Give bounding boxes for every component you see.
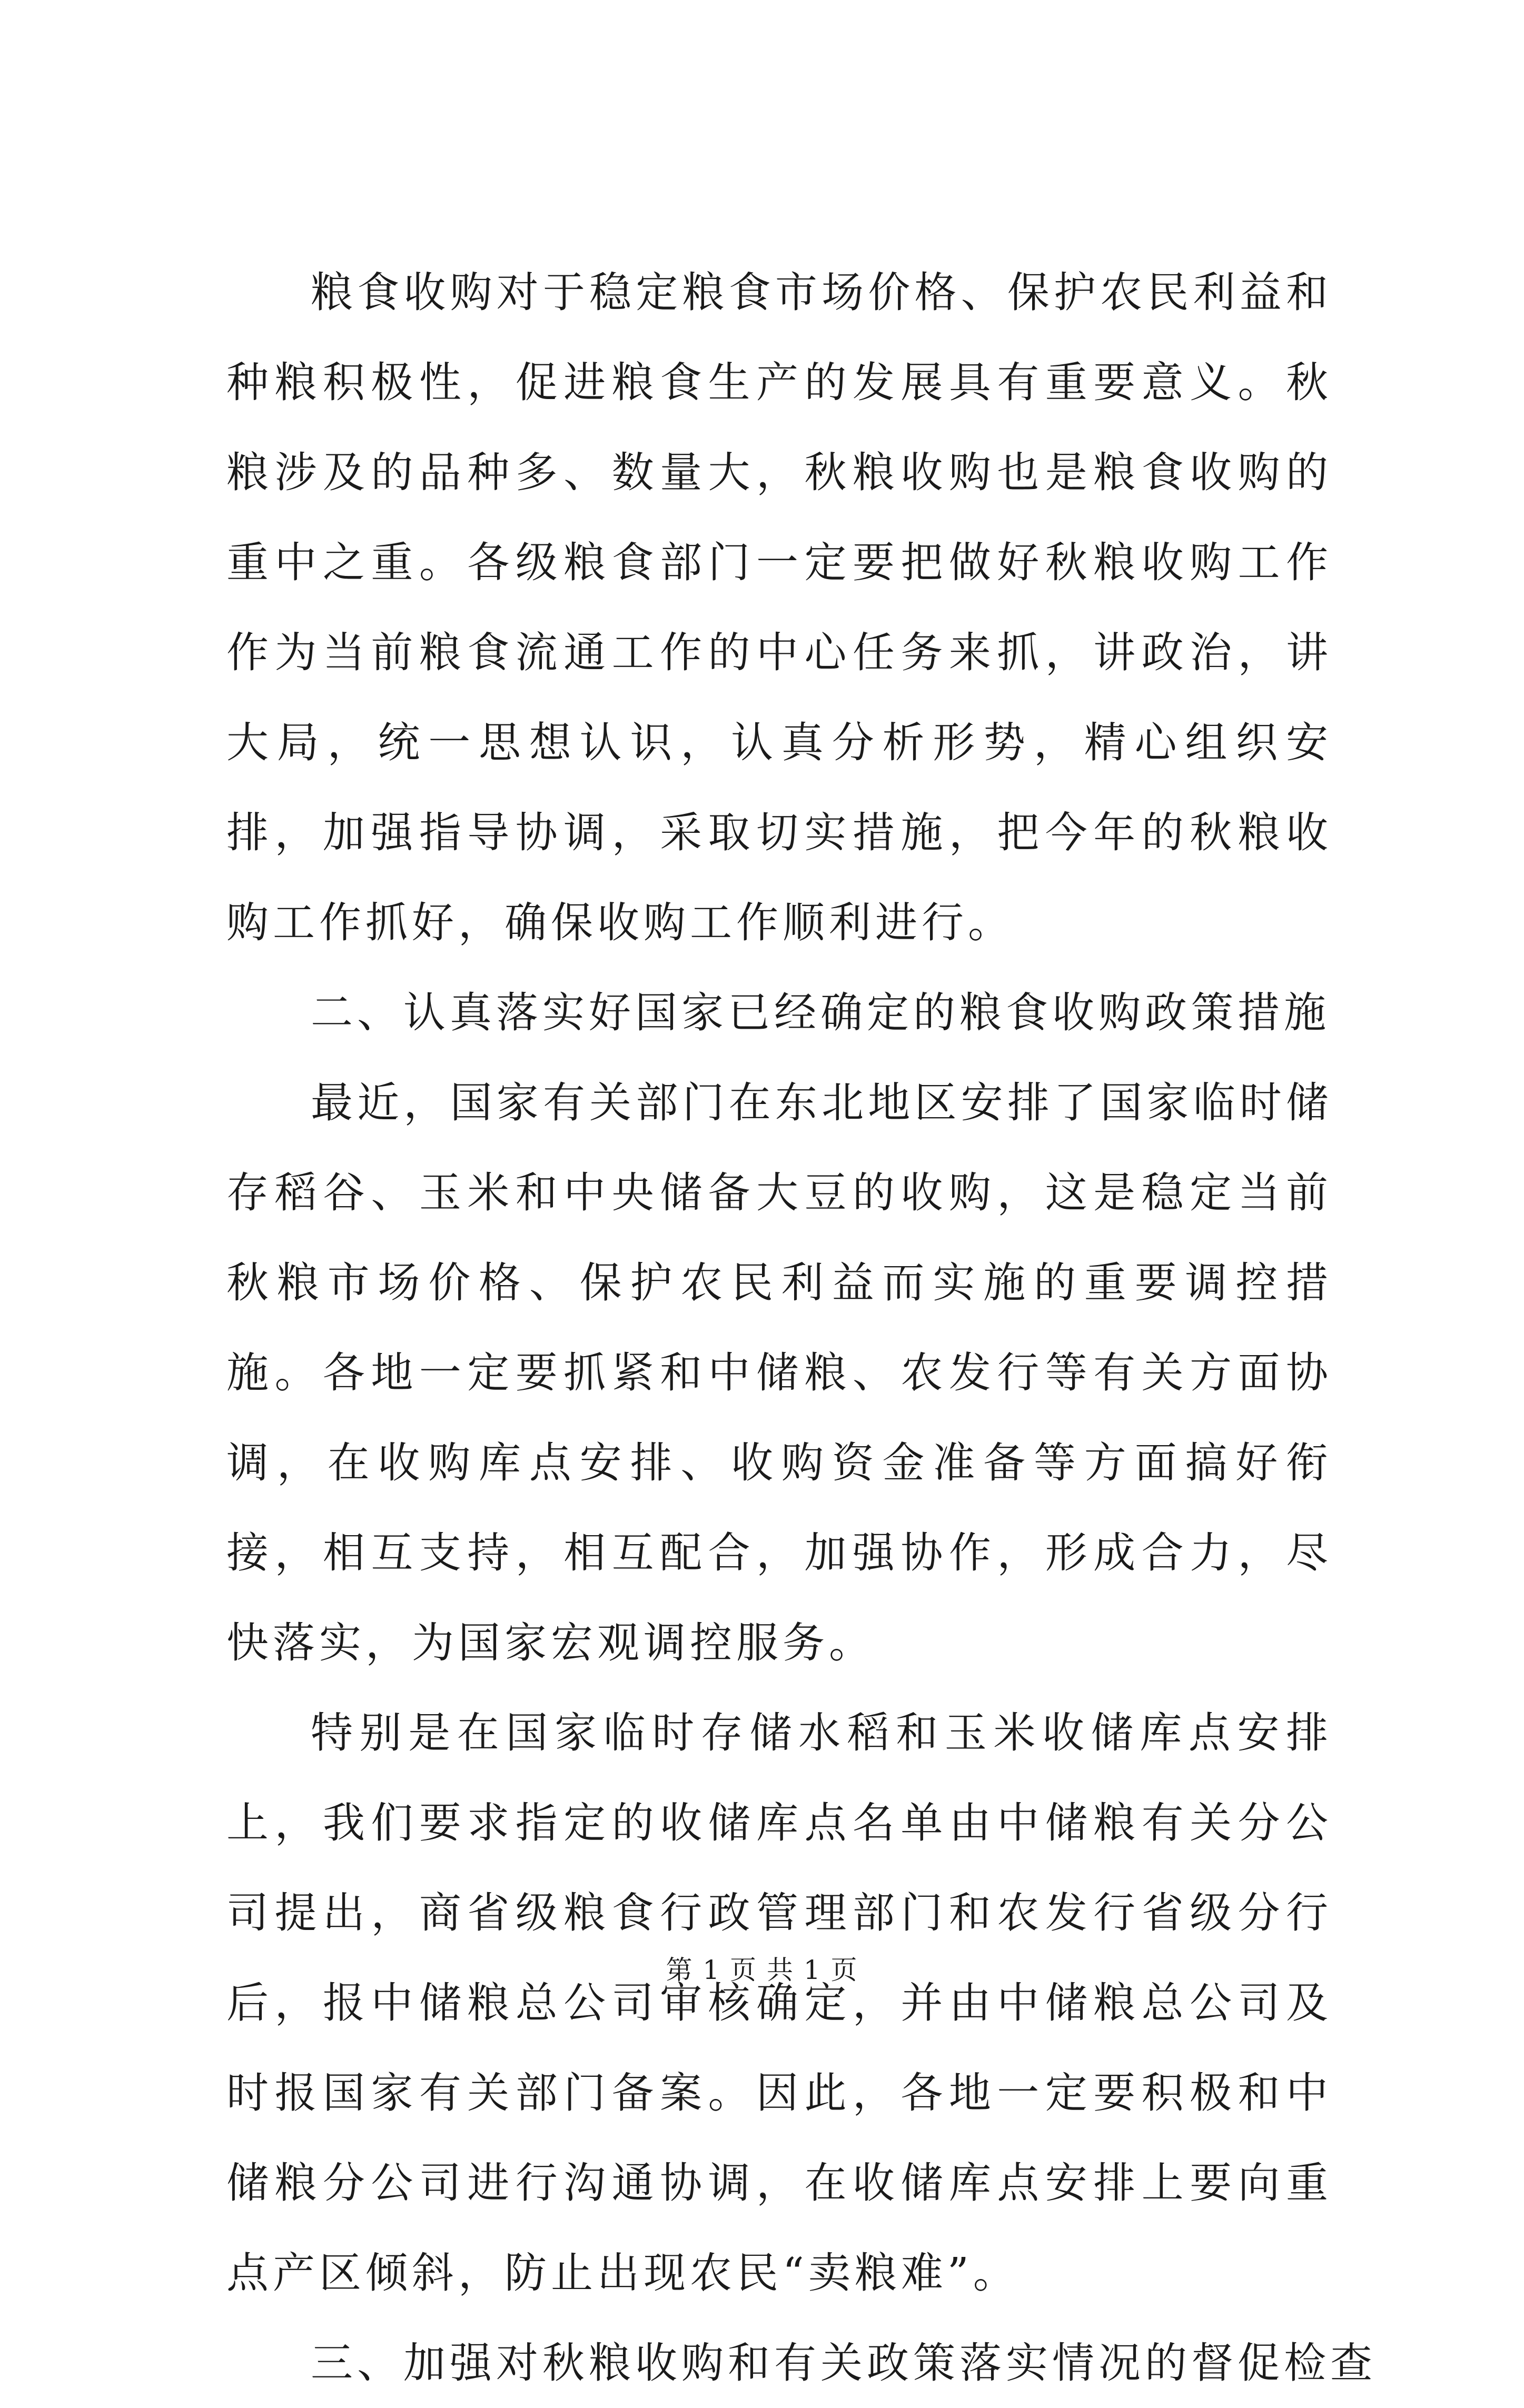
document-body — [226, 247, 1377, 2408]
section-heading-3: 三、加强对秋粮收购和有关政策落实情况的督促检查 — [311, 2339, 1377, 2387]
page-number-footer: 第 1 页 共 1 页 — [666, 1955, 858, 1985]
paragraph-storage-site-arrangement: 特别是在国家临时存储水稻和玉米收储库点安排上，我们要求指定的收储库点名单由中储粮有关分公司提出，商省级粮食行政管理部门和农发行省级分行后，报中储粮总公司审核确定，并由中储粮总公司及时报国家有关部门备案。因此，各地一定要积极和中储粮分公司进行沟通协调，在收储库点安排上要向重点产区倾斜，防止出现农民“卖粮难”。 — [226, 1708, 1332, 2297]
paragraph-northeast-purchase: 最近，国家有关部门在东北地区安排了国家临时储存稻谷、玉米和中央储备大豆的收购，这是稳定当前秋粮市场价格、保护农民利益而实施的重要调控措施。各地一定要抓紧和中储粮、农发行等有关方面协调，在收购库点安排、收购资金准备等方面搞好衔接，相互支持，相互配合，加强协作，形成合力，尽快落实，为国家宏观调控服务。 — [226, 1078, 1332, 1667]
section-heading-2: 二、认真落实好国家已经确定的粮食收购政策措施 — [311, 988, 1330, 1037]
paragraph-grain-purchase-importance: 粮食收购对于稳定粮食市场价格、保护农民利益和种粮积极性，促进粮食生产的发展具有重要意义。秋粮涉及的品种多、数量大，秋粮收购也是粮食收购的重中之重。各级粮食部门一定要把做好秋粮收购工作作为当前粮食流通工作的中心任务来抓，讲政治，讲大局，统一思想认识，认真分析形势，精心组织安排，加强指导协调，采取切实措施，把今年的秋粮收购工作抓好，确保收购工作顺利进行。 — [226, 268, 1332, 947]
